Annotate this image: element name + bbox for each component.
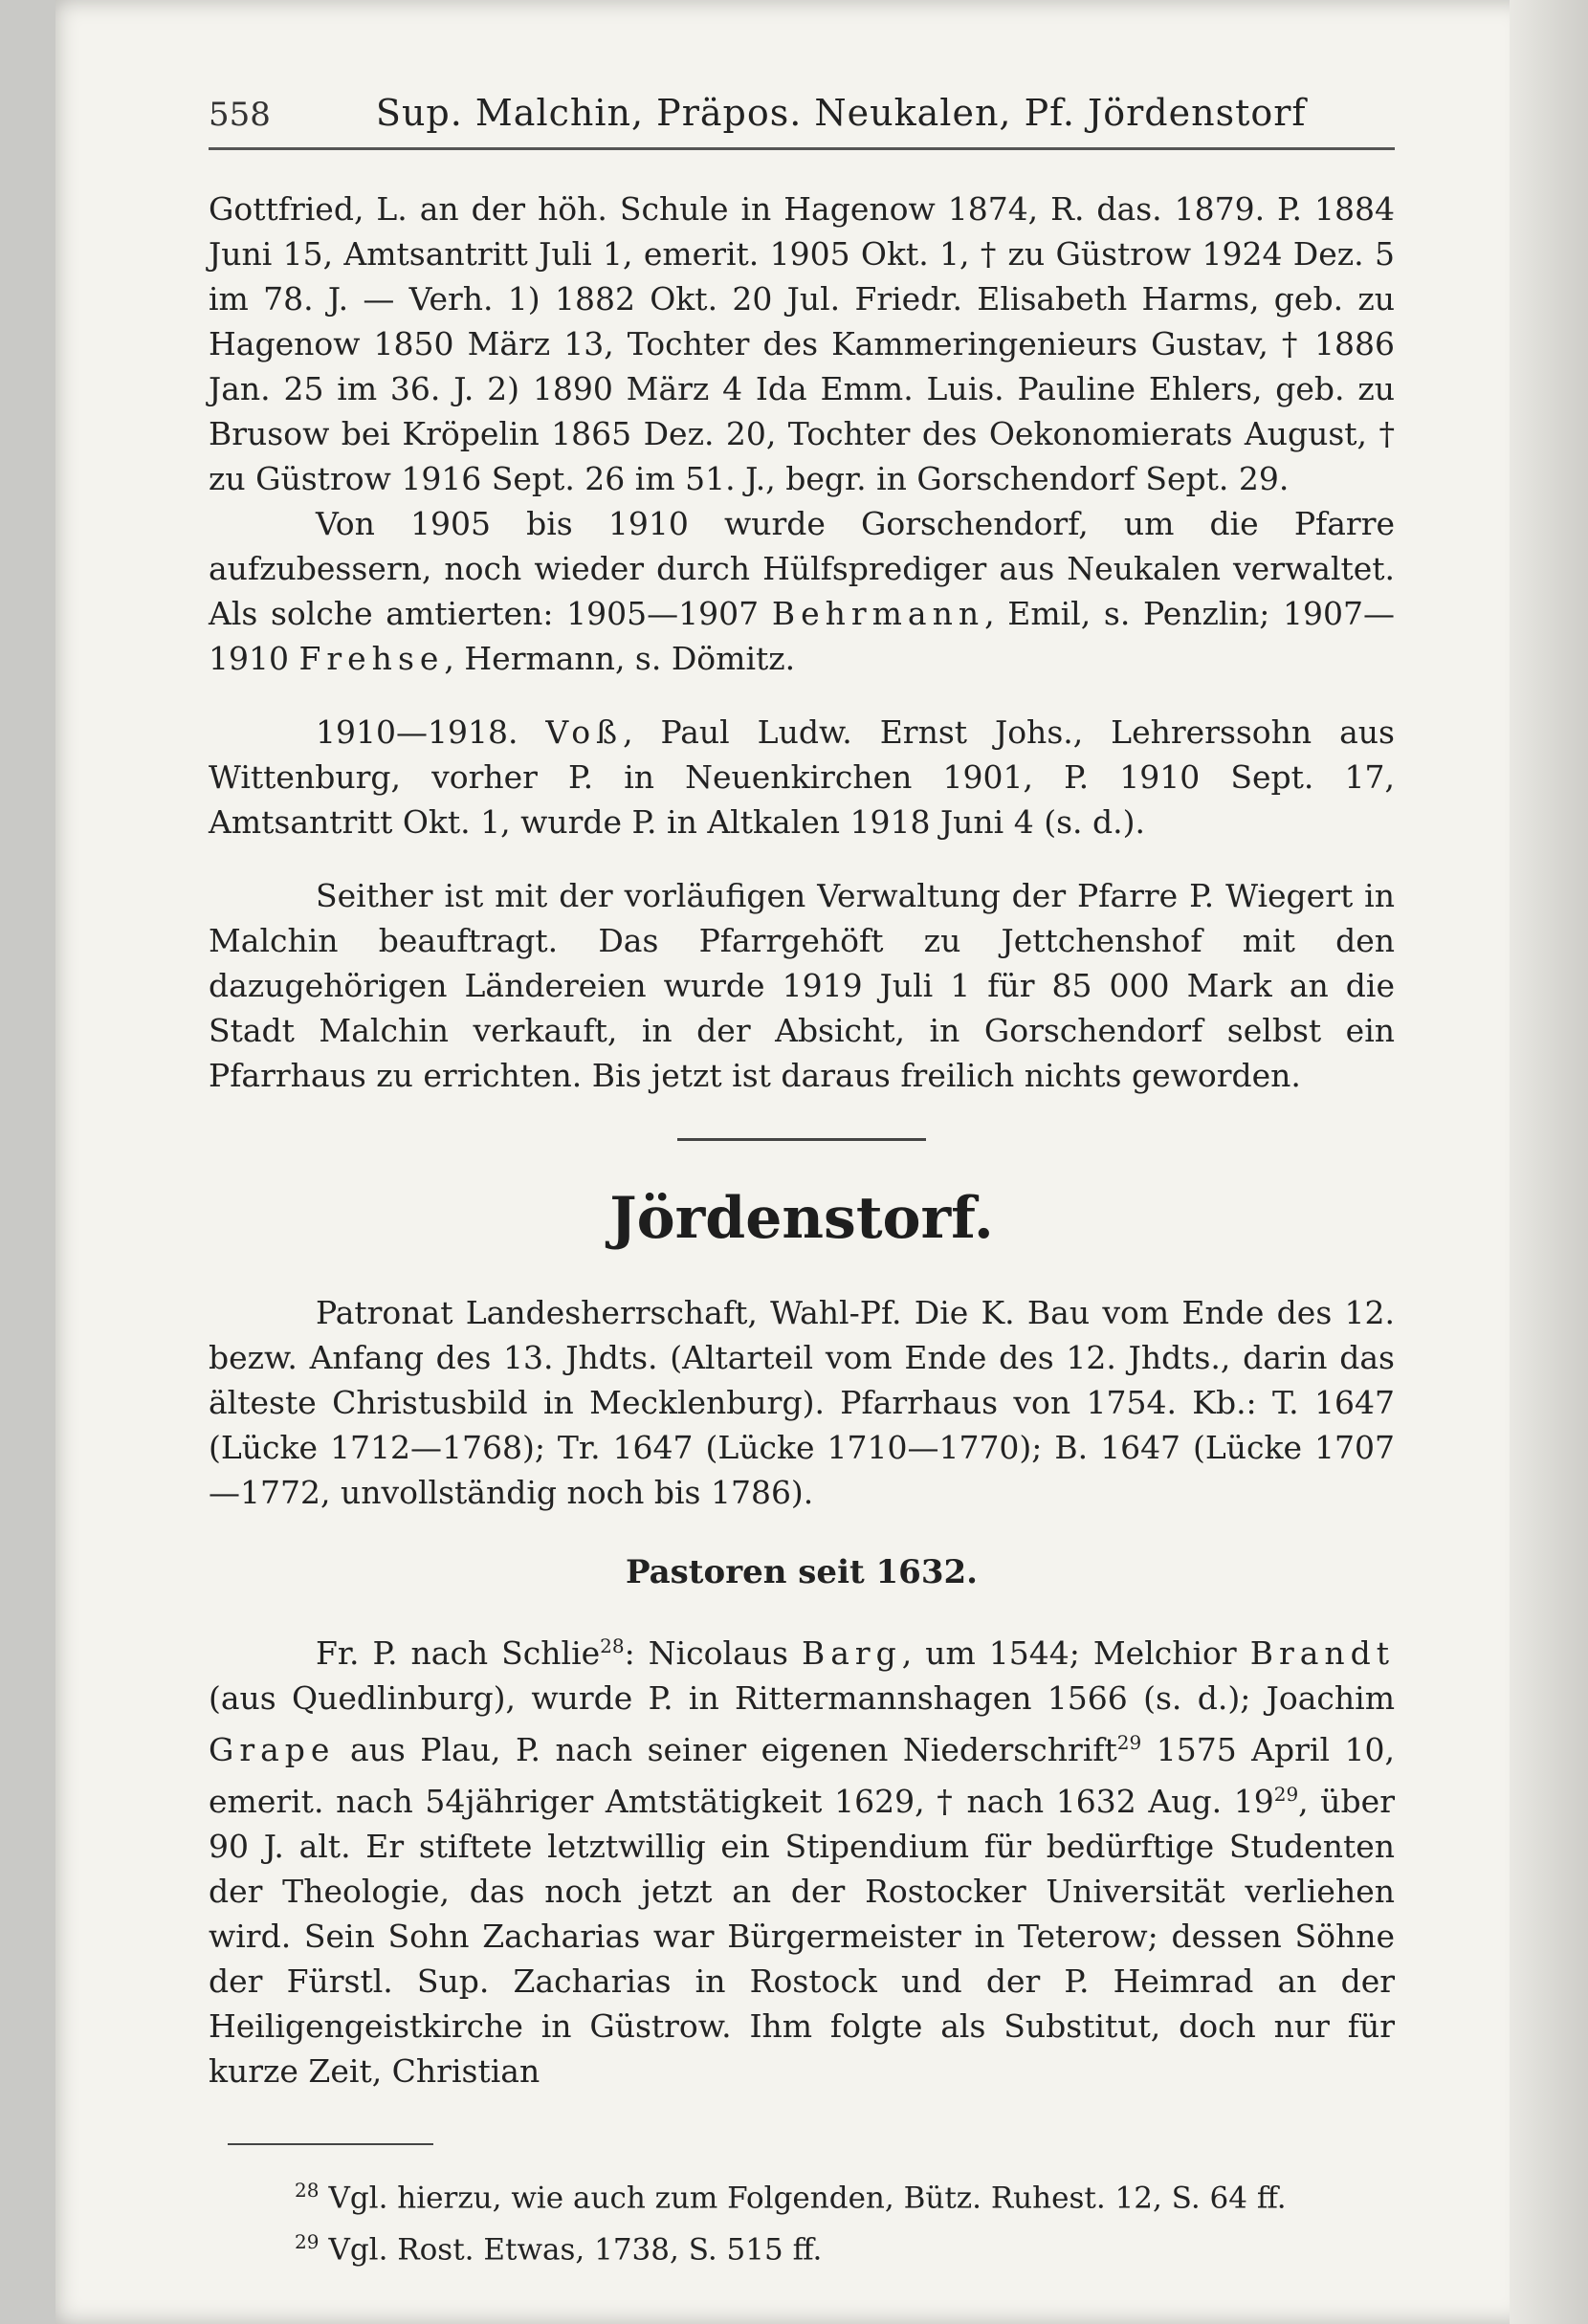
footnote-ref: 28 bbox=[600, 1634, 625, 1657]
footnote-ref: 29 bbox=[1116, 1731, 1142, 1754]
footnote-ref: 29 bbox=[1273, 1783, 1299, 1806]
paragraph-patronat: Patronat Landesherrschaft, Wahl-Pf. Die K. Bau vom Ende des 12. bezw. Anfang des 13. Jhdts. (Altarteil vom Ende des 12. Jhdts., darin das älteste Christusbild in Mecklenburg). Pfarrhaus von 1754. Kb.: T. 1647 (Lücke 1712—1768); Tr. 1647 (Lücke 1710—1770); B. 1647 (Lücke 1707—1772, unvollständig noch bis 1786). bbox=[209, 1294, 1395, 1511]
footnote-29: $^{29}$ Vgl. Rost. Etwas, 1738, S. 515 ff. bbox=[295, 2230, 823, 2268]
name-grape: Grape bbox=[209, 1731, 336, 1768]
section-divider bbox=[677, 1138, 926, 1141]
name-frehse: Frehse bbox=[298, 640, 445, 677]
paragraph-pastoren: Fr. P. nach Schlie$^{28}$: Nicolaus Barg, um 1544; Melchior Brandt (aus Quedlinburg), wurde P. in Rittermannshagen 1566 (s. d.); Joachim Grape aus Plau, P. nach seiner eigenen Niederschrift$^{29}$ 1575 April 10, emerit. nach 54jähriger Amtstätigkeit 1629, † nach 1632 Aug. $19^{29}$, über 90 J. alt. Er stiftete letztwillig ein Stipendium für bedürftige Studenten der Theologie, das noch jetzt an der Rostocker Universität verliehen wird. Sein Sohn Zacharias war Bürgermeister in Teterow; dessen Söhne der Fürstl. Sup. Zacharias in Rostock und der P. Heimrad an der Heiligengeistkirche in Güstrow. Ihm folgte als Substitut, doch nur für kurze Zeit, Christian bbox=[209, 1634, 1396, 2090]
name-barg: Barg bbox=[801, 1634, 902, 1672]
name-behrmann: Behrmann bbox=[771, 595, 985, 632]
footnote-28: $^{28}$ Vgl. hierzu, wie auch zum Folgenden, Bütz. Ruhest. 12, S. 64 ff. bbox=[295, 2179, 1287, 2216]
name-voss: Voß bbox=[545, 713, 624, 751]
footnote-divider bbox=[228, 2143, 433, 2145]
page-gutter-shadow bbox=[1510, 0, 1588, 2324]
paragraph-hilfsprediger: Von 1905 bis 1910 wurde Gorschendorf, um die Pfarre aufzubessern, noch wieder durch Hülfsprediger aus Neukalen verwaltet. Als solche amtierten: 1905—1907 Behrmann, Emil, s. Penzlin; 1907—1910 Frehse, Hermann, s. Dömitz. bbox=[209, 505, 1395, 677]
section-title: Jördenstorf. bbox=[609, 1185, 994, 1252]
footnote-mark: 28 bbox=[295, 2179, 320, 2202]
page-number: 558 bbox=[209, 96, 271, 134]
paragraph-voss: 1910—1918. Voß, Paul Ludw. Ernst Johs., Lehrerssohn aus Wittenburg, vorher P. in Neuenkirchen 1901, P. 1910 Sept. 17, Amtsantritt Okt. 1, wurde P. in Altkalen 1918 Juni 4 (s. d.). bbox=[209, 713, 1395, 841]
book-page bbox=[55, 0, 1529, 2324]
name-brandt: Brandt bbox=[1249, 1634, 1396, 1672]
footnote-mark: 29 bbox=[295, 2230, 320, 2254]
page-content bbox=[209, 92, 1395, 2272]
running-head bbox=[209, 92, 1395, 150]
running-title: Sup. Malchin, Präpos. Neukalen, Pf. Jördenstorf bbox=[375, 92, 1307, 134]
paragraph-verwaltung: Seither ist mit der vorläufigen Verwaltung der Pfarre P. Wiegert in Malchin beauftragt. Das Pfarrgehöft zu Jettchenshof mit den dazugehörigen Ländereien wurde 1919 Juli 1 für 85 000 Mark an die Stadt Malchin verkauft, in der Absicht, in Gorschendorf selbst ein Pfarrhaus zu errichten. Bis jetzt ist daraus freilich nichts geworden. bbox=[209, 877, 1395, 1094]
subheading-pastoren: Pastoren seit 1632. bbox=[625, 1553, 978, 1591]
paragraph-gottfried: Gottfried, L. an der höh. Schule in Hagenow 1874, R. das. 1879. P. 1884 Juni 15, Amtsantritt Juli 1, emerit. 1905 Okt. 1, † zu Güstrow 1924 Dez. 5 im 78. J. — Verh. 1) 1882 Okt. 20 Jul. Friedr. Elisabeth Harms, geb. zu Hagenow 1850 März 13, Tochter des Kammeringenieurs Gustav, † 1886 Jan. 25 im 36. J. 2) 1890 März 4 Ida Emm. Luis. Pauline Ehlers, geb. zu Brusow bei Kröpelin 1865 Dez. 20, Tochter des Oekonomierats August, † zu Güstrow 1916 Sept. 26 im 51. J., begr. in Gorschendorf Sept. 29. bbox=[209, 190, 1395, 497]
